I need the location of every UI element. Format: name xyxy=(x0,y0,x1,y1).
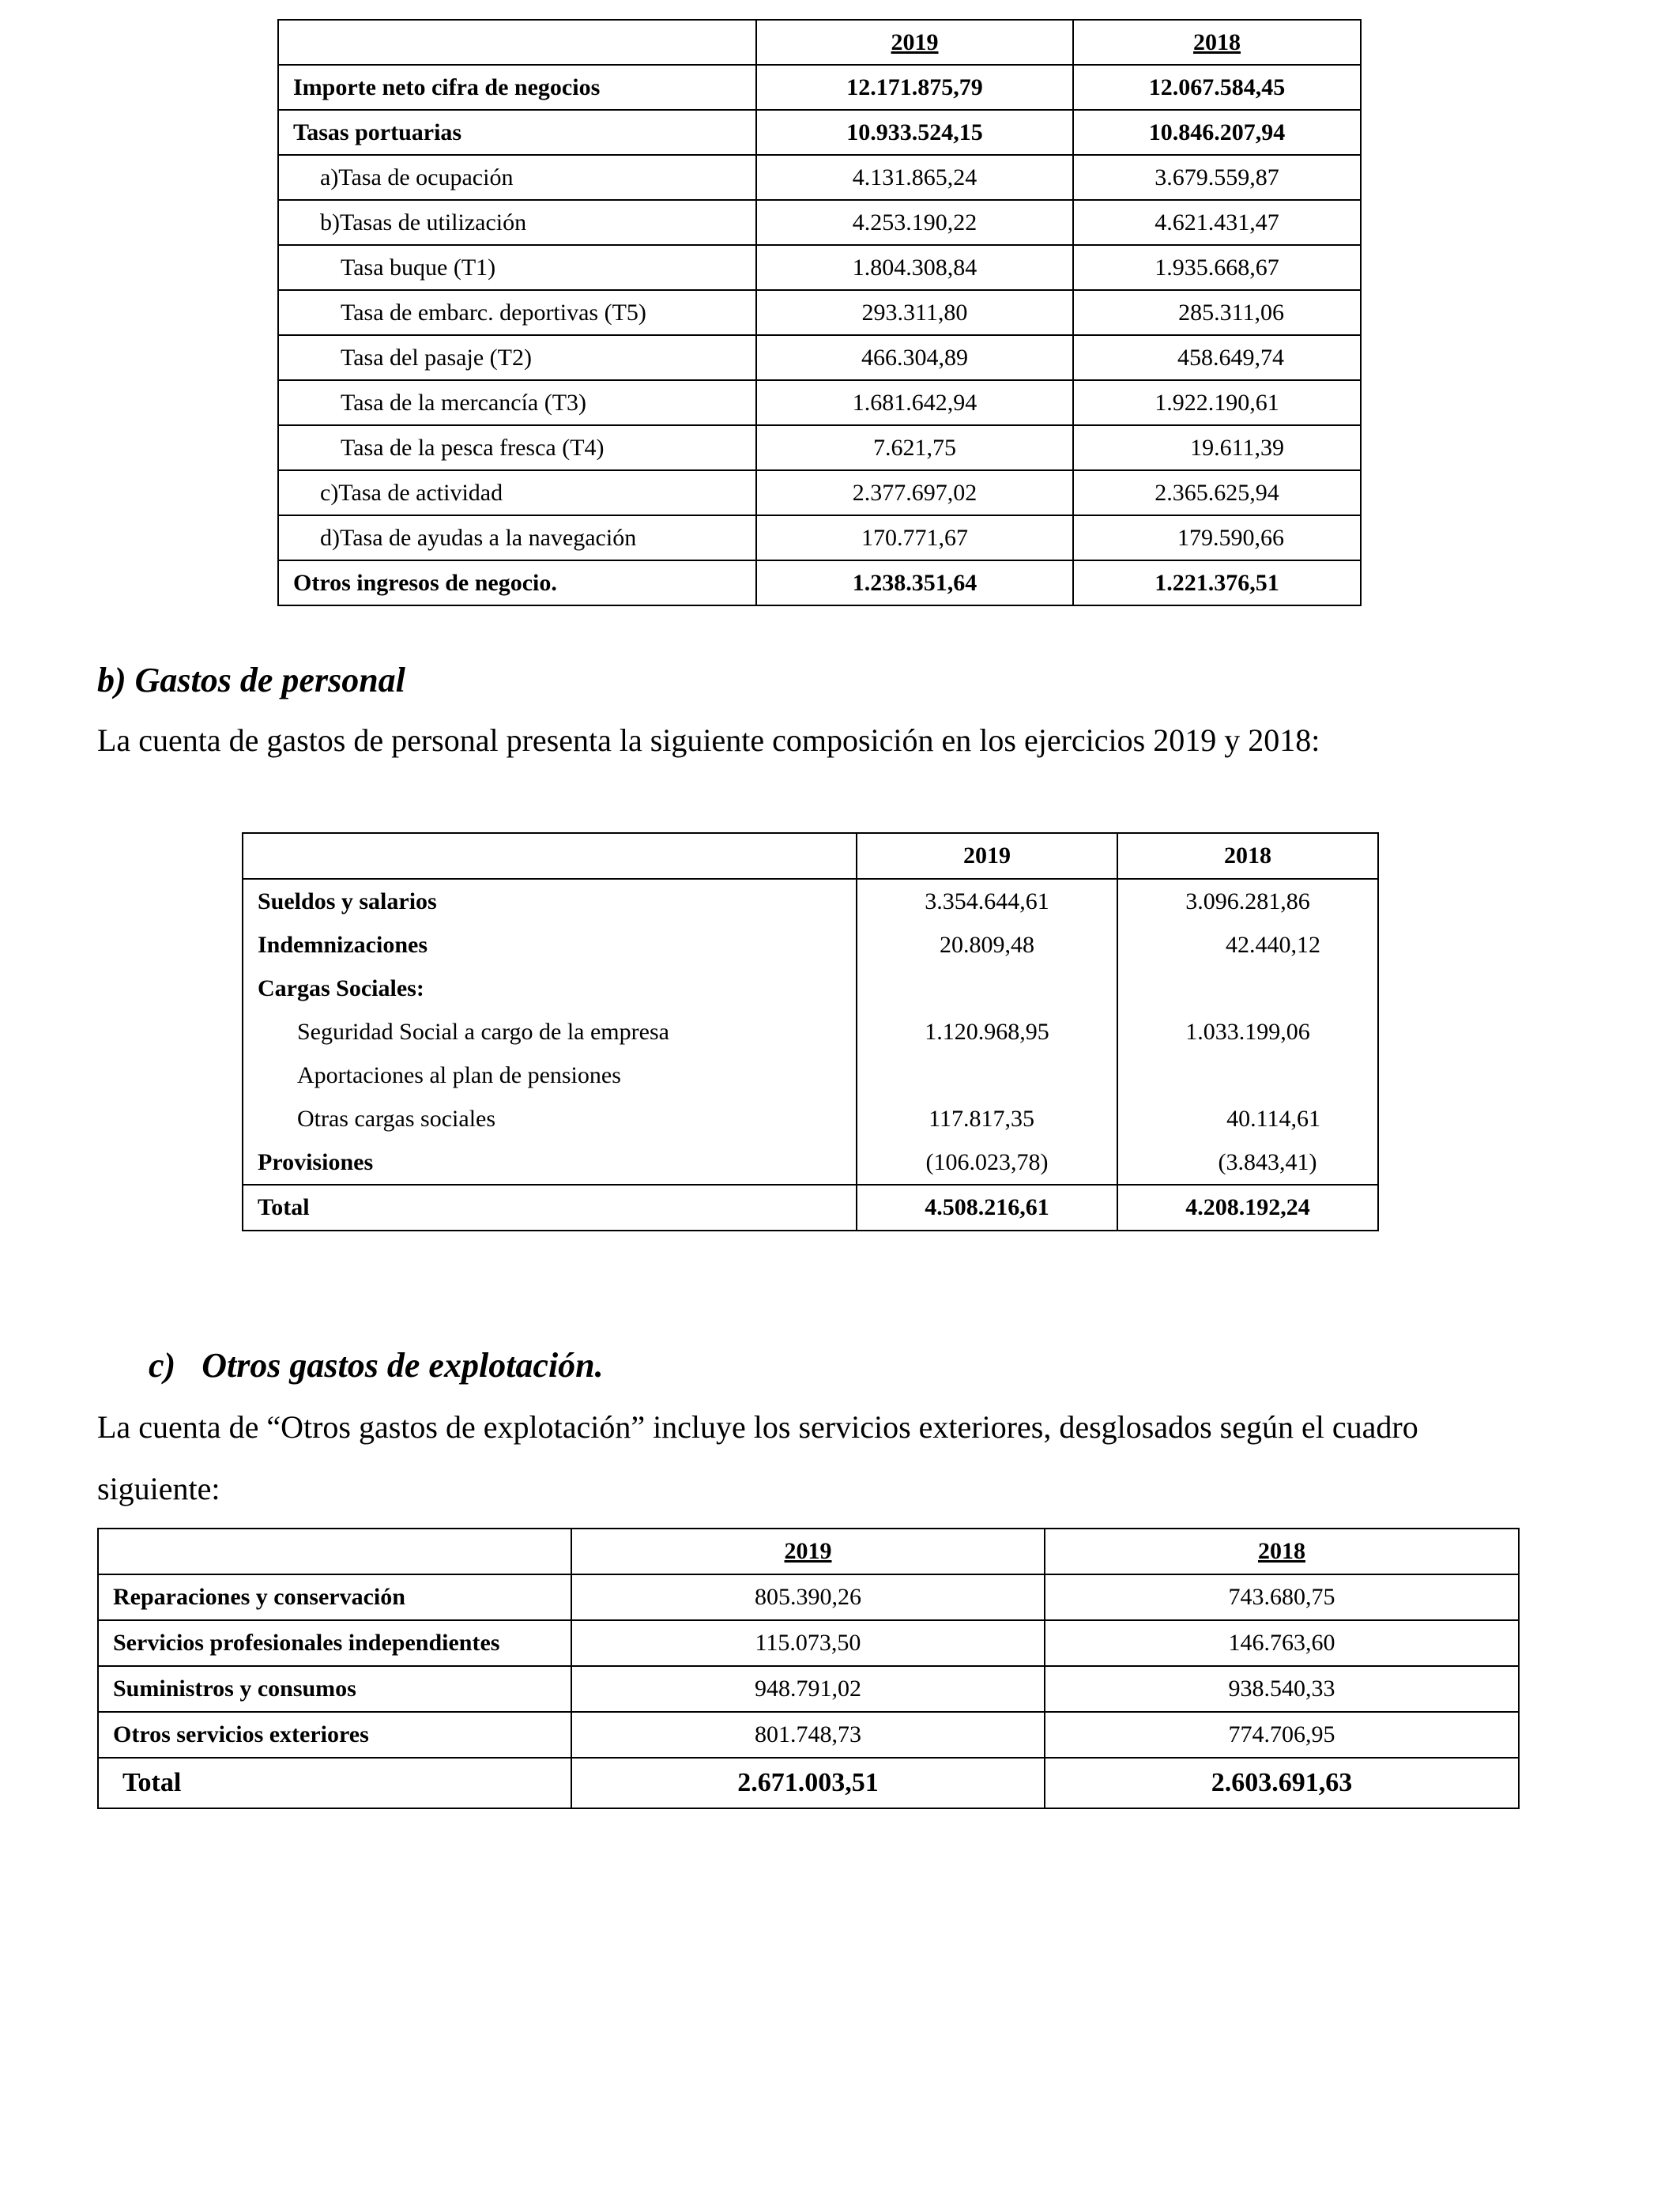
operating-expenses-table xyxy=(97,1528,1520,1809)
total-row xyxy=(243,1185,1378,1231)
value-2018: 458.649,74 xyxy=(1073,335,1361,380)
value-2019: 4.253.190,22 xyxy=(756,200,1073,245)
row-label: Tasa de la pesca fresca (T4) xyxy=(278,425,756,470)
value-2018: 1.922.190,61 xyxy=(1073,380,1361,425)
value-2019: 948.791,02 xyxy=(571,1666,1045,1712)
value-2019: 115.073,50 xyxy=(571,1620,1045,1666)
table-row xyxy=(243,967,1378,1010)
value-2018: 938.540,33 xyxy=(1045,1666,1519,1712)
value-2019: 1.681.642,94 xyxy=(756,380,1073,425)
table-row xyxy=(243,923,1378,967)
personnel-expenses-table xyxy=(242,832,1379,1231)
row-label: Aportaciones al plan de pensiones xyxy=(243,1054,857,1097)
value-2018: 743.680,75 xyxy=(1045,1574,1519,1620)
value-2018: 40.114,61 xyxy=(1117,1097,1378,1140)
row-label: Cargas Sociales: xyxy=(243,967,857,1010)
table-header-row xyxy=(98,1529,1519,1574)
value-2018: 2.365.625,94 xyxy=(1073,470,1361,515)
value-2018: 1.033.199,06 xyxy=(1117,1010,1378,1054)
table-row xyxy=(243,879,1378,923)
value-2018: 19.611,39 xyxy=(1073,425,1361,470)
value-2018 xyxy=(1117,1054,1378,1097)
table-row xyxy=(98,1712,1519,1758)
row-label: Suministros y consumos xyxy=(98,1666,571,1712)
section-paragraph: La cuenta de gastos de personal presenta la siguiente composición en los ejercicios 2019 y 2018: xyxy=(97,722,1320,758)
table-row xyxy=(243,1010,1378,1054)
table-row xyxy=(98,1620,1519,1666)
row-label: Reparaciones y conservación xyxy=(98,1574,571,1620)
row-label: d)Tasa de ayudas a la navegación xyxy=(278,515,756,560)
row-label: Seguridad Social a cargo de la empresa xyxy=(243,1010,857,1054)
row-label: Otros ingresos de negocio. xyxy=(278,560,756,605)
table-row xyxy=(278,380,1361,425)
row-label: Provisiones xyxy=(243,1140,857,1185)
col-header-2019: 2019 xyxy=(756,20,1073,65)
value-2018: 179.590,66 xyxy=(1073,515,1361,560)
total-2018: 2.603.691,63 xyxy=(1045,1758,1519,1808)
table-row xyxy=(278,560,1361,605)
value-2019: 1.120.968,95 xyxy=(857,1010,1117,1054)
table-row xyxy=(243,1140,1378,1185)
table-row xyxy=(278,515,1361,560)
value-2018: 3.679.559,87 xyxy=(1073,155,1361,200)
row-label: Tasa del pasaje (T2) xyxy=(278,335,756,380)
value-2018: 10.846.207,94 xyxy=(1073,110,1361,155)
col-header-2018: 2018 xyxy=(1045,1529,1519,1574)
row-label: Tasa de la mercancía (T3) xyxy=(278,380,756,425)
table-row xyxy=(278,245,1361,290)
table-row xyxy=(98,1574,1519,1620)
value-2019: 1.238.351,64 xyxy=(756,560,1073,605)
section-heading-number: c) xyxy=(149,1346,176,1385)
section-paragraph-line-2: siguiente: xyxy=(97,1471,220,1506)
value-2019: (106.023,78) xyxy=(857,1140,1117,1185)
table-row xyxy=(278,335,1361,380)
row-label: Otras cargas sociales xyxy=(243,1097,857,1140)
header-empty-cell xyxy=(98,1529,571,1574)
value-2019: 4.131.865,24 xyxy=(756,155,1073,200)
value-2019: 117.817,35 xyxy=(857,1097,1117,1140)
value-2019: 805.390,26 xyxy=(571,1574,1045,1620)
total-2019: 2.671.003,51 xyxy=(571,1758,1045,1808)
table-row xyxy=(243,1097,1378,1140)
value-2018: 12.067.584,45 xyxy=(1073,65,1361,110)
revenue-table xyxy=(277,19,1362,606)
col-header-2019: 2019 xyxy=(857,833,1117,879)
row-label: a)Tasa de ocupación xyxy=(278,155,756,200)
table-row xyxy=(278,110,1361,155)
row-label: c)Tasa de actividad xyxy=(278,470,756,515)
value-2018: 42.440,12 xyxy=(1117,923,1378,967)
row-label: b)Tasas de utilización xyxy=(278,200,756,245)
value-2018: 1.221.376,51 xyxy=(1073,560,1361,605)
value-2019: 1.804.308,84 xyxy=(756,245,1073,290)
row-label: Indemnizaciones xyxy=(243,923,857,967)
total-label: Total xyxy=(243,1185,857,1231)
table-row xyxy=(243,1054,1378,1097)
value-2018: (3.843,41) xyxy=(1117,1140,1378,1185)
table-row xyxy=(98,1666,1519,1712)
table-row xyxy=(278,65,1361,110)
header-empty-cell xyxy=(278,20,756,65)
value-2019: 12.171.875,79 xyxy=(756,65,1073,110)
total-label: Total xyxy=(98,1758,571,1808)
table-row xyxy=(278,200,1361,245)
header-empty-cell xyxy=(243,833,857,879)
value-2019: 2.377.697,02 xyxy=(756,470,1073,515)
table-header-row xyxy=(278,20,1361,65)
value-2018: 774.706,95 xyxy=(1045,1712,1519,1758)
col-header-2019: 2019 xyxy=(571,1529,1045,1574)
total-row xyxy=(98,1758,1519,1808)
value-2019 xyxy=(857,1054,1117,1097)
value-2019: 20.809,48 xyxy=(857,923,1117,967)
value-2019: 801.748,73 xyxy=(571,1712,1045,1758)
value-2019: 170.771,67 xyxy=(756,515,1073,560)
value-2019: 3.354.644,61 xyxy=(857,879,1117,923)
row-label: Tasa de embarc. deportivas (T5) xyxy=(278,290,756,335)
value-2018 xyxy=(1117,967,1378,1010)
section-heading-gastos-personal: b) Gastos de personal xyxy=(97,661,405,699)
row-label: Otros servicios exteriores xyxy=(98,1712,571,1758)
table-row xyxy=(278,425,1361,470)
table-row xyxy=(278,290,1361,335)
table-row xyxy=(278,470,1361,515)
value-2019: 293.311,80 xyxy=(756,290,1073,335)
col-header-2018: 2018 xyxy=(1117,833,1378,879)
row-label: Importe neto cifra de negocios xyxy=(278,65,756,110)
value-2019: 466.304,89 xyxy=(756,335,1073,380)
value-2018: 3.096.281,86 xyxy=(1117,879,1378,923)
value-2018: 146.763,60 xyxy=(1045,1620,1519,1666)
total-2018: 4.208.192,24 xyxy=(1117,1185,1378,1231)
row-label: Sueldos y salarios xyxy=(243,879,857,923)
row-label: Tasa buque (T1) xyxy=(278,245,756,290)
value-2019: 10.933.524,15 xyxy=(756,110,1073,155)
table-row xyxy=(278,155,1361,200)
value-2019 xyxy=(857,967,1117,1010)
row-label: Servicios profesionales independientes xyxy=(98,1620,571,1666)
section-paragraph-line-1: La cuenta de “Otros gastos de explotación” incluye los servicios exteriores, desglosados según el cuadro xyxy=(97,1409,1418,1445)
table-header-row xyxy=(243,833,1378,879)
col-header-2018: 2018 xyxy=(1073,20,1361,65)
value-2018: 4.621.431,47 xyxy=(1073,200,1361,245)
value-2019: 7.621,75 xyxy=(756,425,1073,470)
section-heading-otros-gastos xyxy=(149,1345,604,1385)
total-2019: 4.508.216,61 xyxy=(857,1185,1117,1231)
value-2018: 285.311,06 xyxy=(1073,290,1361,335)
value-2018: 1.935.668,67 xyxy=(1073,245,1361,290)
row-label: Tasas portuarias xyxy=(278,110,756,155)
section-heading-text: Otros gastos de explotación. xyxy=(202,1346,604,1385)
